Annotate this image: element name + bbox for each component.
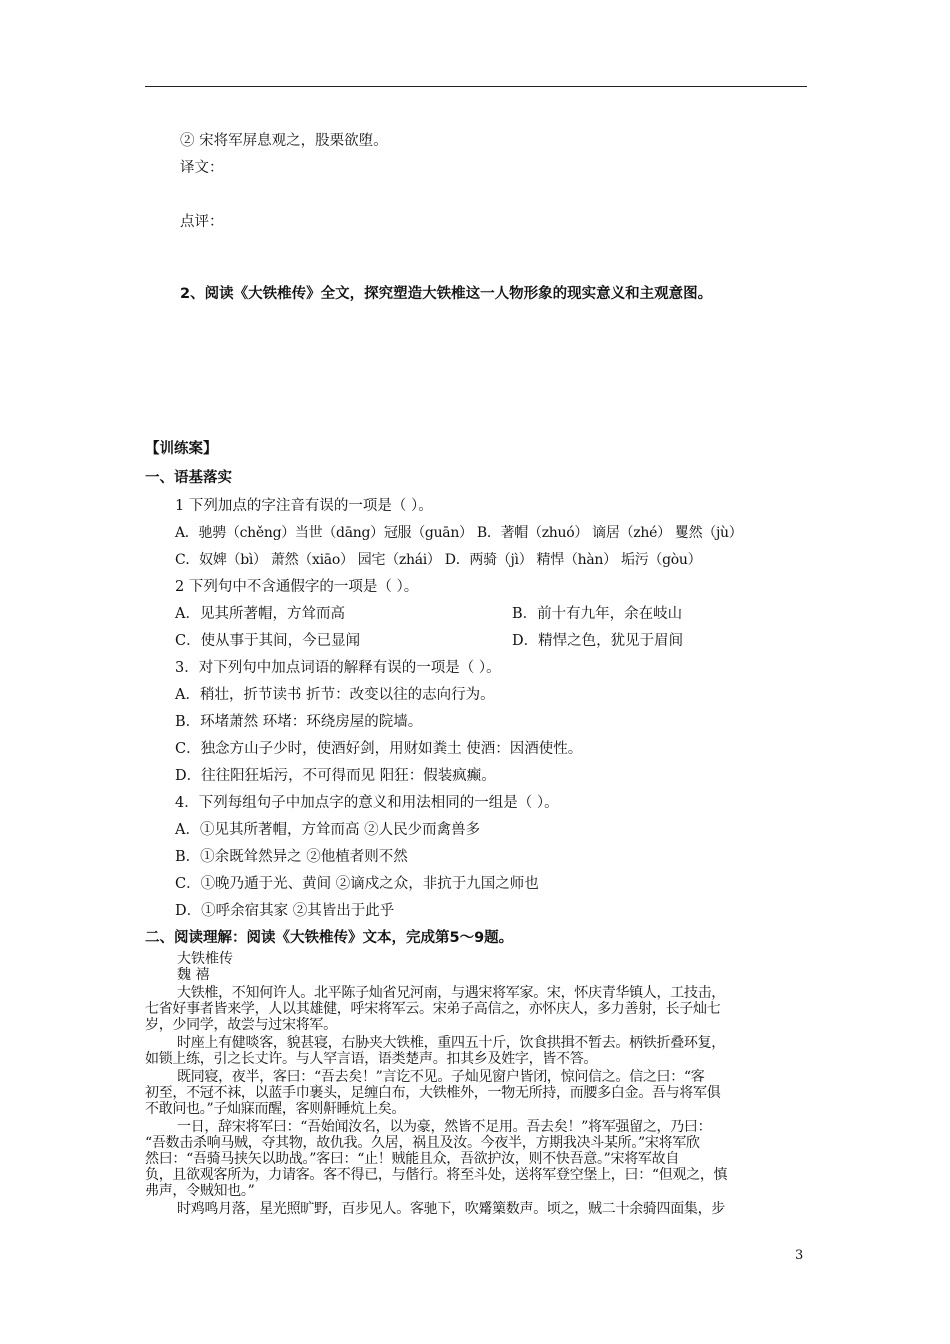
passage-author: 魏 禧 bbox=[177, 967, 210, 983]
q4-stem: 4．下列每组句子中加点字的意义和用法相同的一组是（ ）。 bbox=[175, 795, 559, 811]
q3-option-c: C．独念方山子少时，使酒好剑，用财如粪土 使酒：因酒使性。 bbox=[175, 741, 583, 757]
q4-option-c: C．①晚乃遁于光、黄间 ②谪戍之众，非抗于九国之师也 bbox=[175, 876, 539, 892]
passage-line: 弗声，令贼知也。” bbox=[145, 1183, 255, 1199]
page-number: 3 bbox=[795, 1248, 804, 1263]
question-2: 2、阅读《大铁椎传》全文，探究塑造大铁椎这一人物形象的现实意义和主观意图。 bbox=[180, 286, 713, 302]
part2-heading: 二、阅读理解：阅读《大铁椎传》文本，完成第5～9题。 bbox=[145, 930, 514, 946]
header-rule bbox=[145, 86, 807, 87]
translation-label: 译文： bbox=[180, 160, 224, 176]
passage-line: 不敢问也。”子灿寐而醒，客则鼾睡炕上矣。 bbox=[145, 1101, 406, 1117]
q1-stem: 1 下列加点的字注音有误的一项是（ ）。 bbox=[175, 498, 433, 514]
q3-option-a: A．稍壮，折节读书 折节：改变以往的志向行为。 bbox=[175, 687, 495, 703]
passage-line: 负，且欲观客所为，力请客。客不得已，与偕行。将至斗处，送将军登空堡上，曰：“但观之，慎 bbox=[145, 1167, 728, 1183]
passage-title: 大铁椎传 bbox=[177, 951, 233, 967]
passage-line: 初至，不冠不袜，以蓝手巾裹头，足缠白布，大铁椎外，一物无所持，而腰多白金。吾与将军俱 bbox=[145, 1085, 721, 1101]
passage-line: 一日，辞宋将军曰：“吾始闻汝名，以为豪，然皆不足用。吾去矣！”将军强留之，乃曰： bbox=[177, 1119, 712, 1135]
q4-option-b: B．①余既耸然异之 ②他植者则不然 bbox=[175, 849, 408, 865]
q2-option-a: A．见其所著帽，方耸而高 bbox=[175, 606, 345, 622]
q3-option-d: D．往往阳狂垢污，不可得而见 阳狂：假装疯癫。 bbox=[175, 768, 496, 784]
sentence-2: ② 宋将军屏息观之，股栗欲堕。 bbox=[180, 133, 388, 149]
q3-stem: 3．对下列句中加点词语的解释有误的一项是（ ）。 bbox=[175, 660, 501, 676]
q2-stem: 2 下列句中不含通假字的一项是（ ）。 bbox=[175, 579, 419, 595]
q2-option-b: B．前十有九年，余在岐山 bbox=[512, 606, 683, 622]
comment-label: 点评： bbox=[180, 214, 224, 230]
passage-line: 然曰：“吾骑马挟矢以助战。”客曰：“止！贼能且众，吾欲护汝，则不快吾意。”宋将军故自 bbox=[145, 1151, 680, 1167]
passage-line: 七省好事者皆来学，人以其雄健，呼宋将军云。宋弟子高信之，亦怀庆人，多力善射，长子灿七 bbox=[145, 1001, 721, 1017]
passage-line: 岁，少同学，故尝与过宋将军。 bbox=[145, 1017, 337, 1033]
passage-line: 既同寝，夜半，客曰：“吾去矣！”言讫不见。子灿见窗户皆闭，惊问信之。信之曰：“客 bbox=[177, 1069, 705, 1085]
section-title: 【训练案】 bbox=[145, 441, 218, 457]
q4-option-a: A．①见其所著帽，方耸而高 ②人民少而禽兽多 bbox=[175, 822, 481, 838]
passage-line: “吾数击杀响马贼，夺其物，故仇我。久居，祸且及汝。今夜半，方期我决斗某所。”宋将军欣 bbox=[145, 1135, 700, 1151]
passage-line: 时座上有健啖客，貌甚寝，右胁夹大铁椎，重四五十斤，饮食拱揖不暂去。柄铁折叠环复， bbox=[177, 1035, 725, 1051]
passage-line: 时鸡鸣月落，星光照旷野，百步见人。客驰下，吹觱篥数声。顷之，贼二十余骑四面集，步 bbox=[177, 1201, 725, 1217]
q1-option-ab: A．驰骋（chěng）当世（dāng）冠服（guān） B．著帽（zhuó） 谪居（zhé） 矍然（jù） bbox=[175, 525, 743, 541]
q2-option-c: C．使从事于其间，今已显闻 bbox=[175, 633, 361, 649]
q4-option-d: D．①呼余宿其家 ②其皆出于此乎 bbox=[175, 903, 395, 919]
part1-heading: 一、语基落实 bbox=[145, 470, 232, 486]
q3-option-b: B．环堵萧然 环堵：环绕房屋的院墙。 bbox=[175, 714, 423, 730]
q1-option-cd: C．奴婢（bì） 萧然（xiāo） 园宅（zhái） D．两骑（jì） 精悍（hàn） 垢污（gòu） bbox=[175, 552, 702, 568]
q2-option-d: D．精悍之色，犹见于眉间 bbox=[512, 633, 684, 649]
passage-line: 大铁椎，不知何许人。北平陈子灿省兄河南，与遇宋将军家。宋，怀庆青华镇人，工技击， bbox=[177, 985, 725, 1001]
passage-line: 如锁上练，引之长丈许。与人罕言语，语类楚声。扣其乡及姓字，皆不答。 bbox=[145, 1051, 598, 1067]
